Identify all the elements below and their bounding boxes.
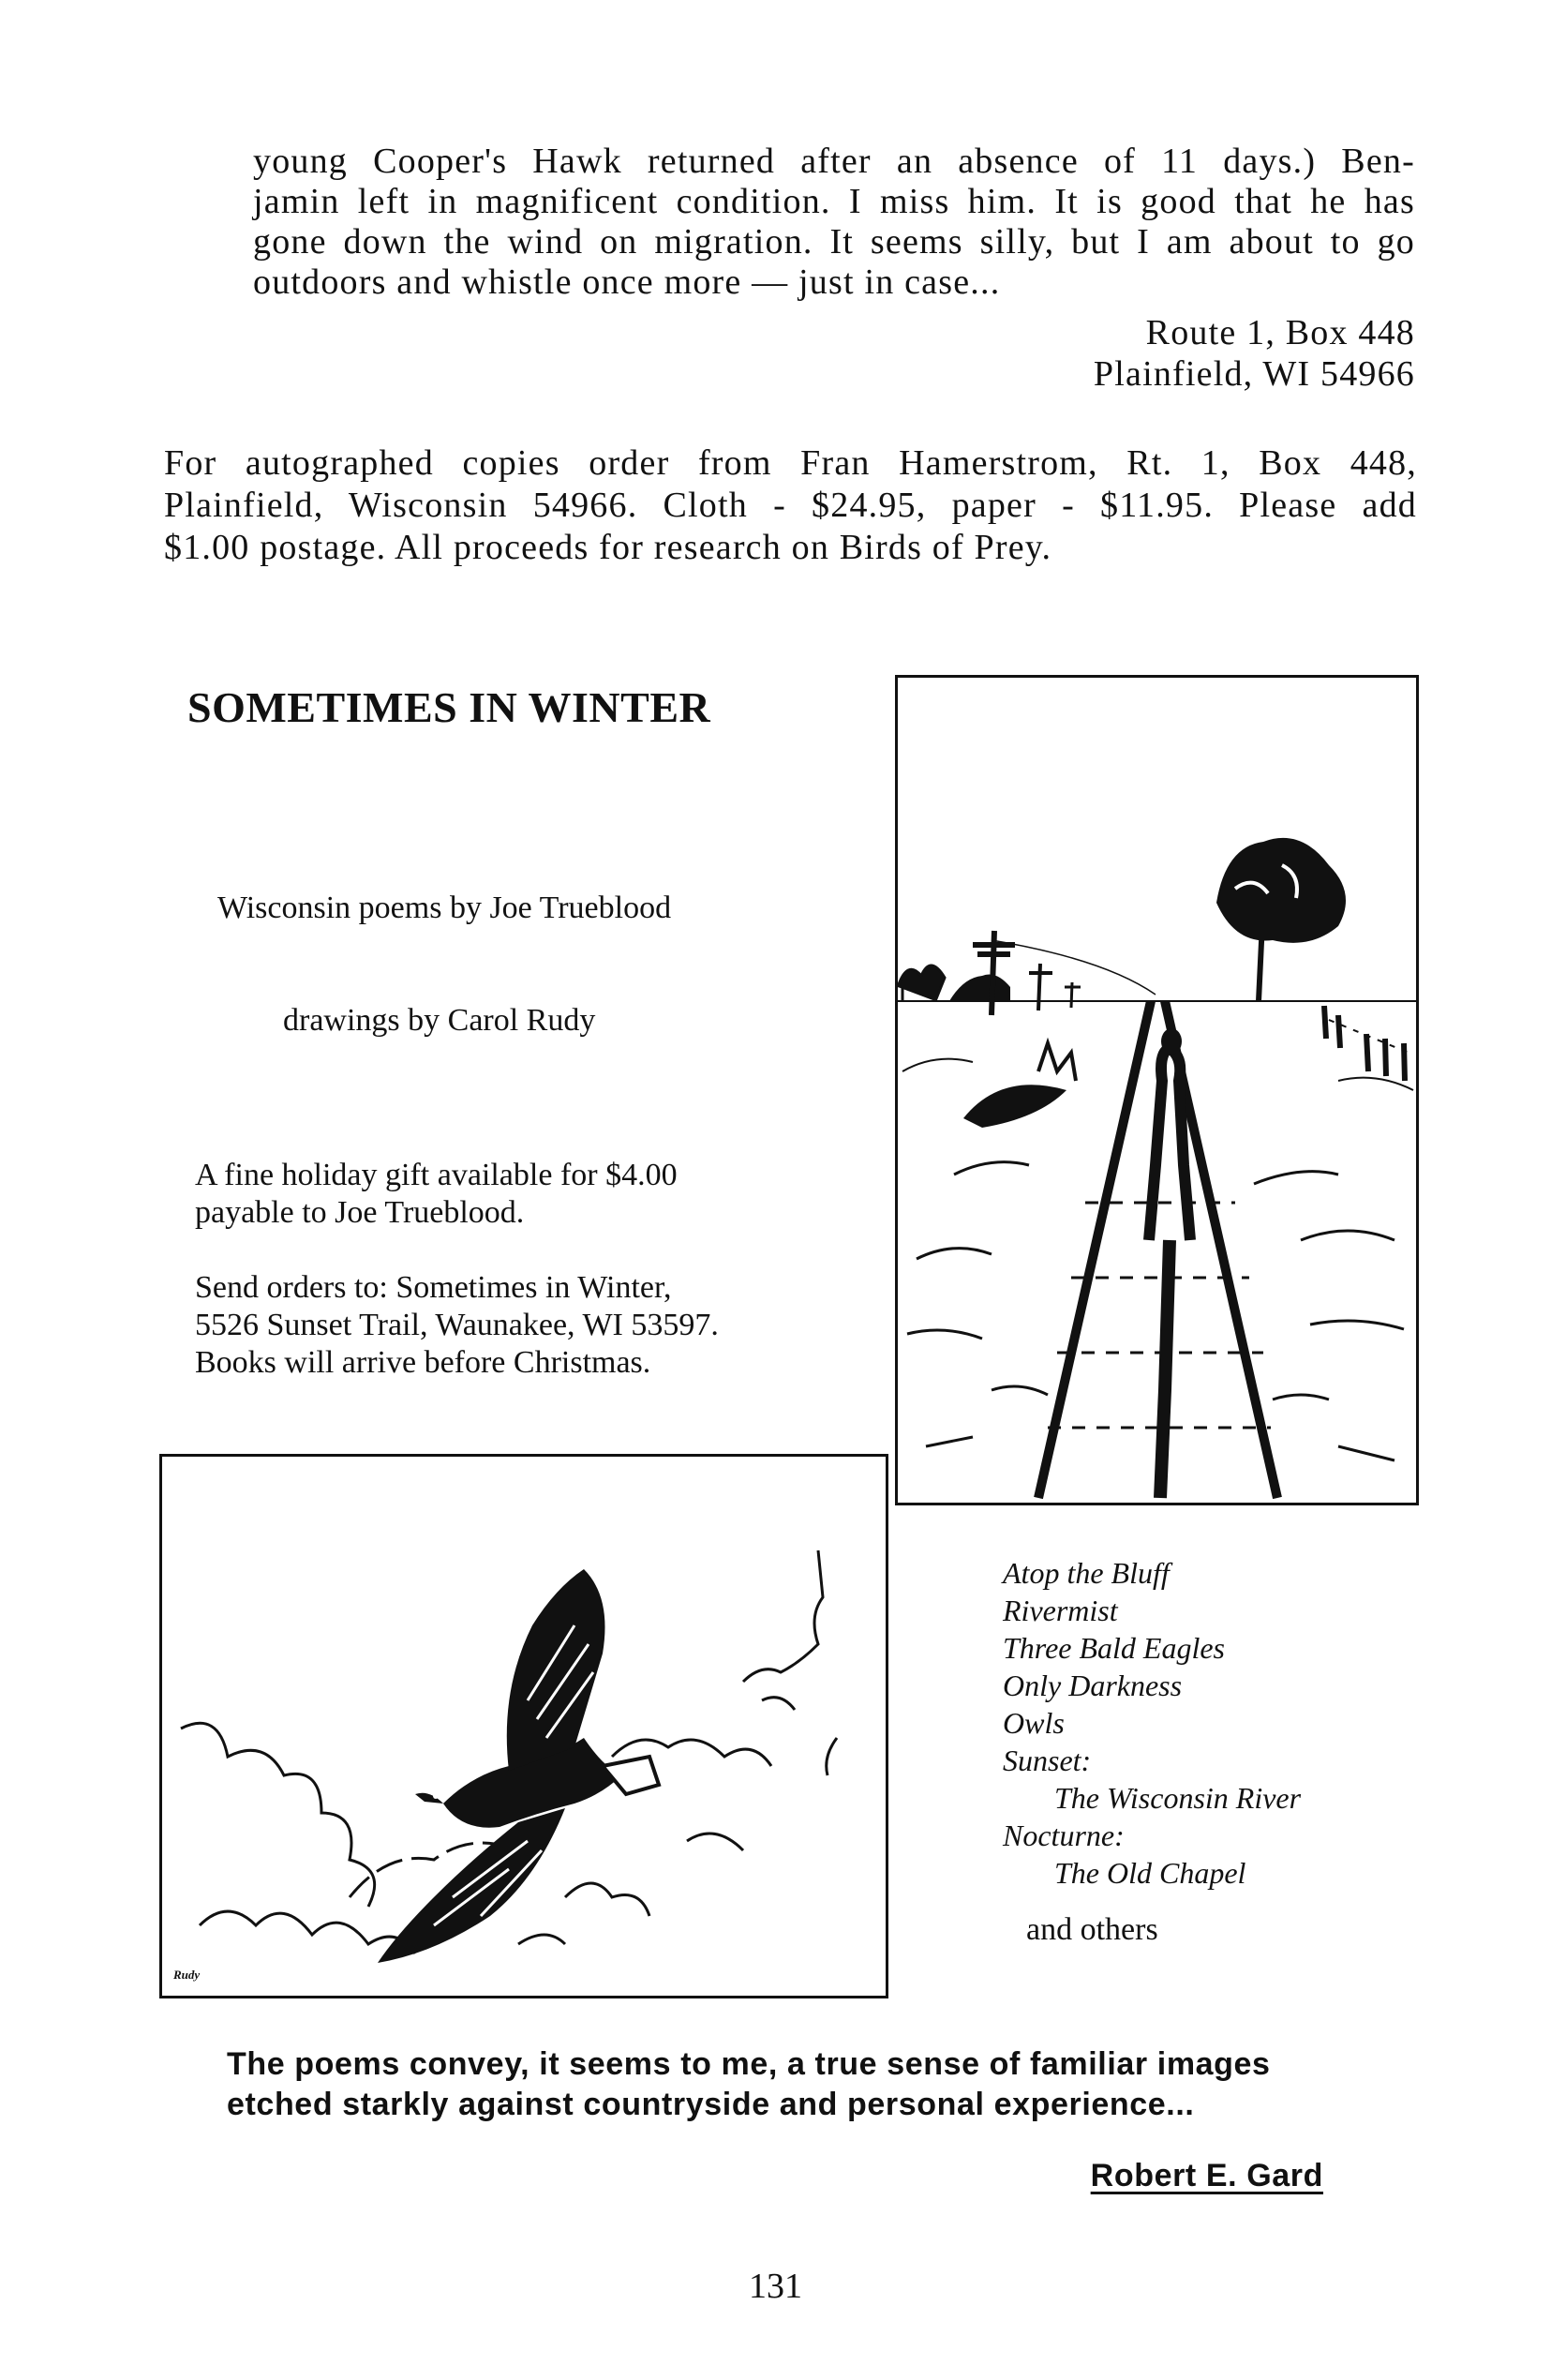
word: an (896, 142, 933, 181)
drawing-signature: Rudy (173, 1968, 201, 1982)
letter-line-2: jamin left in magnificent condition. I miss him. It is good that he has (253, 182, 1415, 221)
review-line-2: etched starkly against countryside and personal experience... (227, 2087, 1195, 2122)
letter-line-3: gone down the wind on migration. It seems silly, but I am about to go (253, 222, 1415, 262)
ad-orders-line-3: Books will arrive before Christmas. (195, 1345, 651, 1380)
ad-title: SOMETIMES IN WINTER (187, 683, 711, 731)
poem-title-4: Only Darkness (1003, 1669, 1183, 1702)
order-line-3: $1.00 postage. All proceeds for research on Birds of Prey. (164, 528, 1052, 567)
review-author: Robert E. Gard (1090, 2158, 1323, 2193)
poem-title-9: The Old Chapel (1054, 1856, 1246, 1890)
ad-orders-line-2: 5526 Sunset Trail, Waunakee, WI 53597. (195, 1308, 719, 1342)
word: Ben- (1341, 142, 1415, 181)
hawk-drawing (159, 1454, 888, 1998)
page-number: 131 (749, 2267, 802, 2306)
winter-road-illustration (898, 678, 1416, 1503)
letter-line-1 (253, 141, 1415, 182)
word: days.) (1223, 142, 1317, 181)
winter-road-drawing (895, 675, 1419, 1505)
poem-title-2: Rivermist (1003, 1594, 1118, 1627)
hawk-illustration (162, 1457, 886, 1996)
poem-title-3: Three Bald Eagles (1003, 1631, 1225, 1665)
word: absence (958, 142, 1079, 181)
address-line-1: Route 1, Box 448 (1145, 313, 1415, 352)
ad-price-line-2: payable to Joe Trueblood. (195, 1195, 525, 1230)
ad-price-line-1: A fine holiday gift available for $4.00 (195, 1158, 678, 1192)
word: young (253, 142, 348, 181)
word: after (800, 142, 872, 181)
and-others: and others (1026, 1912, 1158, 1947)
ad-subtitle: Wisconsin poems by Joe Trueblood (217, 891, 672, 925)
poem-title-6: Sunset: (1003, 1744, 1092, 1777)
review-line-1: The poems convey, it seems to me, a true sense of familiar images (227, 2046, 1271, 2082)
order-line-1: For autographed copies order from Fran Hamerstrom, Rt. 1, Box 448, (164, 443, 1417, 483)
poem-title-5: Owls (1003, 1706, 1065, 1740)
word: returned (647, 142, 776, 181)
word: of (1103, 142, 1137, 181)
ad-illustrator: drawings by Carol Rudy (283, 1003, 596, 1038)
word: Cooper's (373, 142, 508, 181)
word: 11 (1161, 142, 1199, 181)
poem-title-8: Nocturne: (1003, 1819, 1125, 1852)
address-line-2: Plainfield, WI 54966 (1093, 354, 1415, 394)
ad-orders-line-1: Send orders to: Sometimes in Winter, (195, 1270, 672, 1305)
poem-title-7: The Wisconsin River (1054, 1781, 1302, 1815)
poem-title-1: Atop the Bluff (1003, 1556, 1170, 1590)
word: Hawk (532, 142, 622, 181)
letter-line-4: outdoors and whistle once more — just in case... (253, 262, 1001, 302)
order-line-2: Plainfield, Wisconsin 54966. Cloth - $24.95, paper - $11.95. Please add (164, 486, 1417, 525)
